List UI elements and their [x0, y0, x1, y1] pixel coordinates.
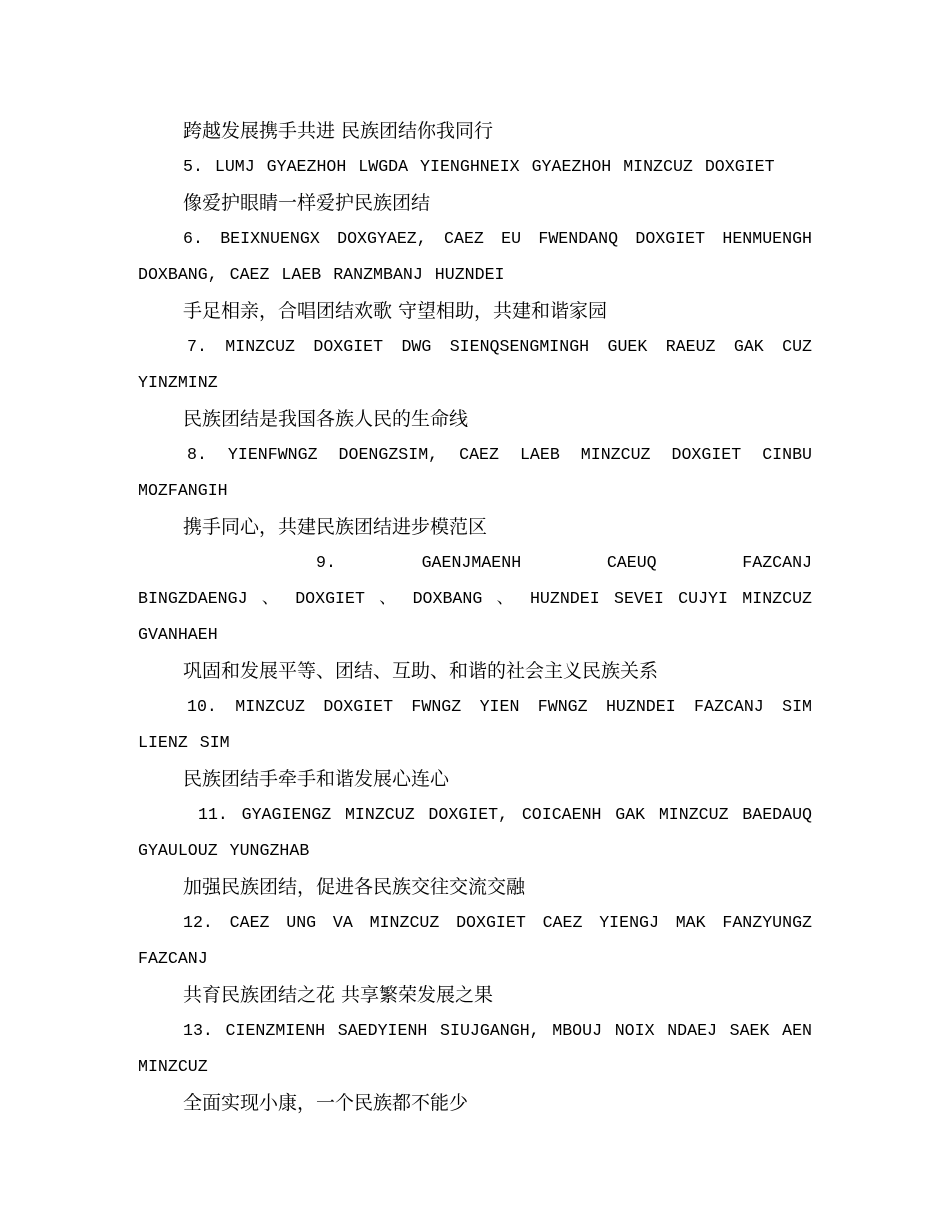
zhuang-slogan-11: 11. GYAGIENGZ MINZCUZ DOXGIET, COICAENH GAK MINZCUZ BAEDAUQ GYAULOUZ YUNGZHAB — [138, 805, 812, 860]
zhuang-slogan-7: 7. MINZCUZ DOXGIET DWG SIENQSENGMINGH GUEK RAEUZ GAK CUZ YINZMINZ — [138, 337, 812, 392]
chinese-slogan-4: 跨越发展携手共进 民族团结你我同行 — [183, 120, 494, 142]
chinese-slogan-13: 全面实现小康，一个民族都不能少 — [183, 1092, 469, 1114]
chinese-slogan-12: 共育民族团结之花 共享繁荣发展之果 — [183, 984, 494, 1006]
zhuang-slogan-5: 5. LUMJ GYAEZHOH LWGDA YIENGHNEIX GYAEZHOH MINZCUZ DOXGIET — [183, 157, 775, 176]
zhuang-slogan-9-first-line: 9. GAENJMAENH CAEUQ FAZCANJ — [316, 553, 812, 572]
chinese-slogan-8: 携手同心，共建民族团结进步模范区 — [183, 516, 488, 538]
zhuang-slogan-12: 12. CAEZ UNG VA MINZCUZ DOXGIET CAEZ YIENGJ MAK FANZYUNGZ FAZCANJ — [138, 913, 812, 968]
zhuang-slogan-6: 6. BEIXNUENGX DOXGYAEZ, CAEZ EU FWENDANQ DOXGIET HENMUENGH DOXBANG, CAEZ LAEB RANZMBANJ HUZNDEI — [138, 229, 812, 284]
chinese-slogan-11: 加强民族团结，促进各民族交往交流交融 — [183, 876, 526, 898]
zhuang-slogan-9-rest: BINGZDAENGJ 、 DOXGIET 、 DOXBANG 、 HUZNDEI SEVEI CUJYI MINZCUZ GVANHAEH — [138, 589, 812, 644]
chinese-slogan-10: 民族团结手牵手和谐发展心连心 — [183, 768, 450, 790]
chinese-slogan-5: 像爱护眼睛一样爱护民族团结 — [183, 192, 431, 214]
chinese-slogan-6: 手足相亲，合唱团结欢歌 守望相助，共建和谐家园 — [183, 300, 608, 322]
document-body — [138, 113, 812, 1121]
zhuang-slogan-10: 10. MINZCUZ DOXGIET FWNGZ YIEN FWNGZ HUZNDEI FAZCANJ SIM LIENZ SIM — [138, 697, 812, 752]
zhuang-slogan-9 — [138, 545, 812, 653]
chinese-slogan-9: 巩固和发展平等、团结、互助、和谐的社会主义民族关系 — [183, 660, 659, 682]
zhuang-slogan-8: 8. YIENFWNGZ DOENGZSIM, CAEZ LAEB MINZCUZ DOXGIET CINBU MOZFANGIH — [138, 445, 812, 500]
zhuang-slogan-13: 13. CIENZMIENH SAEDYIENH SIUJGANGH, MBOUJ NOIX NDAEJ SAEK AEN MINZCUZ — [138, 1021, 812, 1076]
chinese-slogan-7: 民族团结是我国各族人民的生命线 — [183, 408, 469, 430]
